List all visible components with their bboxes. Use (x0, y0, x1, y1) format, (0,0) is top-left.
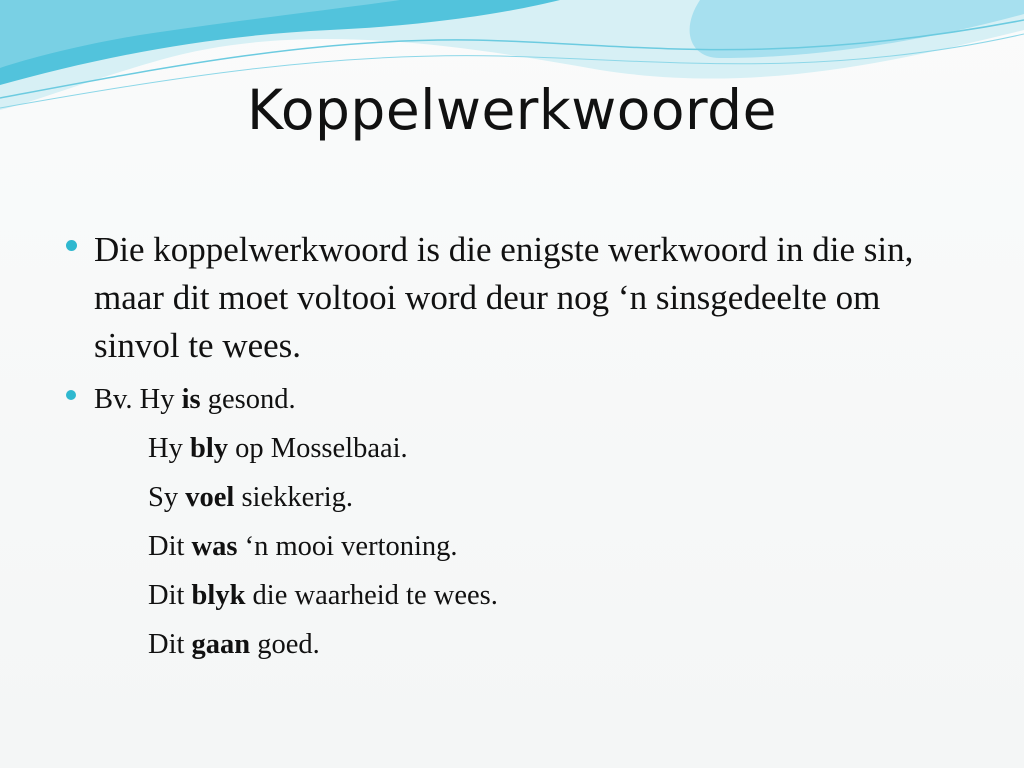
example-after: goed. (250, 629, 320, 660)
example-after: op Mosselbaai. (228, 433, 408, 464)
bullet-examples (64, 376, 964, 424)
example-before: Dit (148, 531, 192, 562)
bullet-text: Die koppelwerkwoord is die enigste werkwoord in die sin, maar dit moet voltooi word deur nog ‘n sinsgedeelte om sinvol te wees. (94, 230, 914, 365)
example-after: ‘n mooi vertoning. (237, 531, 458, 562)
example-intro-verb: is (181, 384, 201, 415)
example-before: Sy (148, 482, 186, 513)
example-after: die waarheid te wees. (245, 580, 498, 611)
example-before: Hy (148, 433, 190, 464)
bullet-dot-icon (66, 390, 76, 400)
bullet-dot-icon (66, 240, 77, 251)
example-verb: blyk (191, 580, 246, 611)
example-line (64, 522, 964, 571)
slide-content (64, 226, 964, 669)
slide-title: Koppelwerkwoorde (247, 78, 777, 142)
example-verb: voel (185, 482, 235, 513)
example-verb: gaan (191, 629, 251, 660)
example-before: Dit (148, 580, 192, 611)
example-intro-prefix: Bv. Hy (94, 384, 182, 415)
bullet-definition (64, 226, 964, 370)
example-intro-suffix: gesond. (200, 384, 296, 415)
example-verb: bly (189, 433, 228, 464)
example-after: siekkerig. (234, 482, 354, 513)
example-line (64, 620, 964, 669)
example-before: Dit (148, 629, 192, 660)
example-line (64, 571, 964, 620)
example-verb: was (191, 531, 238, 562)
example-line (64, 473, 964, 522)
example-line (64, 424, 964, 473)
